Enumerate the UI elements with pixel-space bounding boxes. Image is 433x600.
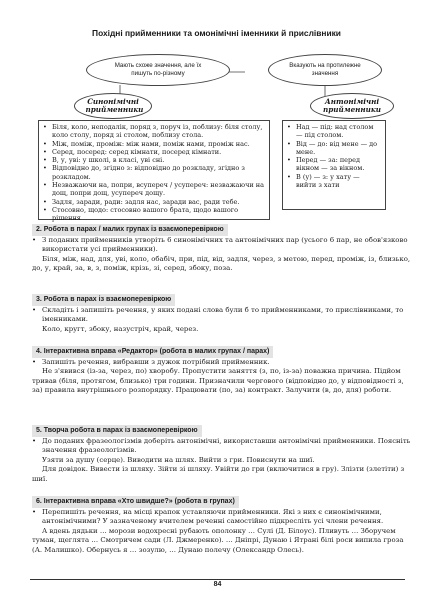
task-content: Біля, між, над, для, уві, коло, обабіч, при, під, від, задля, через, з метою, перед, проміж, із, близько, до, у, край, за, в, з, поміж, крізь, зі, серед, збоку, поза. — [32, 254, 411, 272]
list-item: • Незважаючи на, попри, всупереч / усупереч: незважаючи на дощ, попри дощ, усупереч дощу. — [43, 181, 265, 198]
list-item: • Стосовно, щодо: стосовно вашого брата, щодо вашого рішення — [43, 206, 265, 223]
task-instruction: • Запишіть речення, вибравши з дужок потрібний прийменник. — [32, 358, 412, 368]
section-2 — [32, 224, 412, 274]
list-item: • Між, поміж, проміж: між нами, поміж нами, проміж нас. — [43, 140, 265, 148]
list-item: • Від — до: від мене — до мене. — [287, 140, 381, 157]
oval-synonym-label: Синонімічні прийменники — [85, 97, 144, 114]
oval-synonym-prepositions — [74, 93, 152, 119]
page-footer — [30, 579, 405, 588]
task-content: Коло, кругт, збоку, назустріч, край, через. — [42, 324, 199, 333]
section-3 — [32, 294, 412, 334]
task-content: Узяти за душу (серце). Виводити на шлях. Вийти з гри. Повиснути на шиї. — [42, 455, 315, 464]
task-content: А вдень дядьки … морози водохресні рубають ополонку … Сулі (Д. Білоус). Пливуть … Зборучем туман, щеглята … Смотричем сади (Л. Джмеренко). … Дніпрі, Дунаю і Ятрані білі роси випила гроза (А. Малишко). Обернусь я … зозулю, … Дунаю полечу (Олександр Олесь). — [32, 526, 404, 554]
bubble-synonyms-note — [86, 54, 230, 86]
antonyms-list — [287, 123, 381, 189]
oval-antonym-label: Антонімічні прийменники — [323, 97, 381, 114]
page-number: 84 — [213, 581, 222, 588]
section-heading: 6. Інтерактивна вправа «Хто швидше?» (робота в групах) — [32, 496, 239, 508]
list-item: • Відповідно до, згідно з: відповідно до розкладу, згідно з розкладом. — [43, 164, 265, 181]
section-6 — [32, 496, 412, 555]
task-instruction: • З поданих прийменників утворіть 6 синонімічних та антонімічних пар (усього 6 пар, не обов'язково використати усі прийменники). — [32, 236, 412, 255]
section-5 — [32, 425, 412, 484]
antonyms-box — [282, 120, 386, 210]
synonyms-box — [38, 120, 270, 223]
bubble-antonyms-note — [268, 54, 382, 86]
list-item: • В (у) — з: у хату — вийти з хати — [287, 173, 381, 190]
section-heading: 3. Робота в парах із взаємоперевіркою — [32, 294, 175, 306]
reference-note: Для довідок. Вивести із шляху. Зійти зі шляху. Увійти до гри (включитися в гру). Злізти (злетіти) з шиї. — [32, 465, 405, 483]
task-instruction: • Складіть і запишіть речення, у яких подані слова були б то прийменниками, то прислівниками, то іменниками. — [32, 306, 412, 325]
bubble-synonyms-text: Мають схоже значення, але їх пишуть по-різному — [114, 62, 202, 77]
section-heading: 2. Робота в парах / малих групах із взаємоперевіркою — [32, 224, 228, 236]
section-heading: 4. Інтерактивна вправа «Редактор» (робота в малих групах / парах) — [32, 346, 273, 358]
bubble-antonyms-text: Вказують на протилежне значення — [289, 62, 361, 77]
list-item: • Біля, коло, неподалік, поряд з, поруч із, поблизу: біля столу, коло столу, поряд зі столом, поблизу стола. — [43, 123, 265, 140]
oval-antonym-prepositions — [310, 93, 394, 119]
list-item: • Серед, посеред: серед кімнати, посеред кімнати. — [43, 148, 265, 156]
list-item: • Задля, заради, ради: задля нас, заради вас, ради тебе. — [43, 198, 265, 206]
list-item: • Над — під: над столом — під столом. — [287, 123, 381, 140]
task-content: Не з'явився (із-за, через, по) хворобу. Пропустити заняття (з, по, із-за) поважна причина. Підйом тривав (біля, протягом, близько) три години. Призначили чергового (відповідно до, у відповідності з, за) правила внутрішнього розпорядку. Працювати (по, за) контракт. Залучити (в, до, для) роботи. — [32, 367, 404, 394]
task-instruction: • Перепишіть речення, на місці крапок уставляючи прийменники. Які з них є синонімічними, антонімічними? У зазначеному вчителем реченні самостійно підкресліть усі члени речення. — [32, 508, 412, 527]
page-title: Похідні прийменники та омонімічні іменники й прислівники — [92, 28, 341, 38]
synonyms-list — [43, 123, 265, 223]
list-item: • В, у, уві: у школі, в класі, уві сні. — [43, 156, 265, 164]
section-heading: 5. Творча робота в парах із взаємоперевіркою — [32, 425, 202, 437]
section-4 — [32, 346, 412, 396]
list-item: • Перед — за: перед вікном — за вікном. — [287, 156, 381, 173]
task-instruction: • До поданих фразеологізмів доберіть антонімічні, використавши антонімічні прийменники. Поясніть значення фразеологізмів. — [32, 437, 412, 456]
